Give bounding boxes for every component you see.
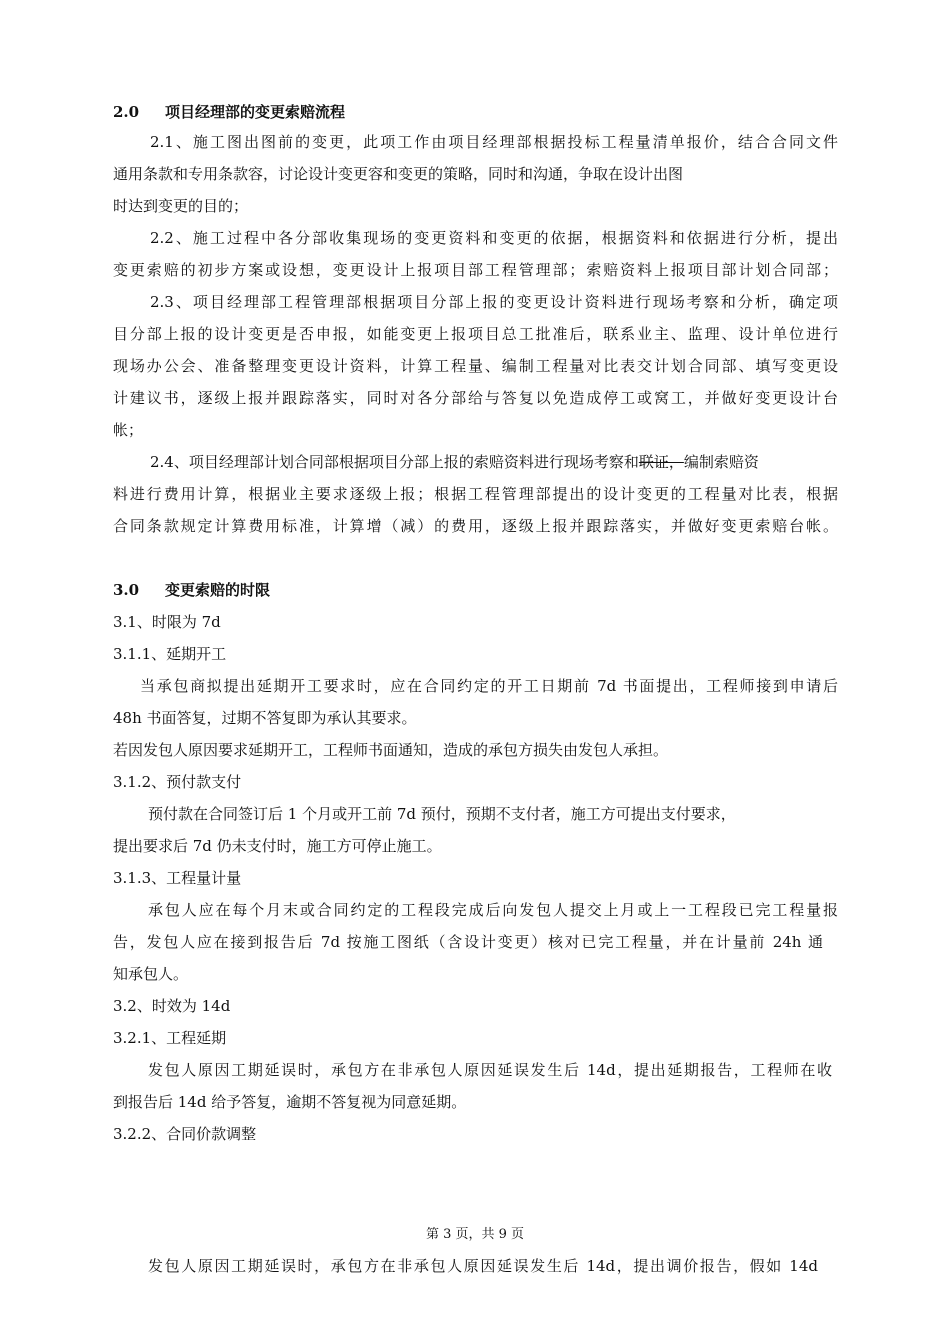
subsection-3-1-2: 3.1.2、预付款支付 (113, 773, 242, 791)
section-2-number: 2.0 (113, 103, 140, 121)
subsection-3-2: 3.2、时效为 14d (113, 997, 231, 1015)
para-2-3-line-5: 帐； (113, 421, 144, 439)
page-footer: 第 3 页，共 9 页 (425, 1227, 525, 1242)
para-2-3-line-2: 目分部上报的设计变更是否申报，如能变更上报项目总工批准后，联系业主、监理、设计单位进行 (113, 325, 838, 343)
para-2-1-line-2: 通用条款和专用条款容，讨论设计变更容和变更的策略，同时和沟通，争取在设计出图 (113, 165, 684, 183)
para-3-1-3-line-3: 知承包人。 (113, 965, 189, 983)
subsection-3-2-2: 3.2.2、合同价款调整 (113, 1125, 257, 1143)
para-2-3-line-1: 2.3、项目经理部工程管理部根据项目分部上报的变更设计资料进行现场考察和分析，确定项 (150, 293, 838, 311)
para-3-1-1-line-3: 若因发包人原因要求延期开工，工程师书面通知，造成的承包方损失由发包人承担。 (113, 741, 669, 759)
para-3-1-1-line-1: 当承包商拟提出延期开工要求时，应在合同约定的开工日期前 7d 书面提出，工程师接到申请后 (140, 677, 838, 695)
para-3-2-1-line-1: 发包人原因工期延误时，承包方在非承包人原因延误发生后 14d，提出延期报告，工程师在收 (148, 1061, 832, 1079)
section-3-number: 3.0 (113, 581, 140, 599)
para-2-2-line-1: 2.2、施工过程中各分部收集现场的变更资料和变更的依据，根据资料和依据进行分析，提出 (150, 229, 838, 247)
subsection-3-1-1: 3.1.1、延期开工 (113, 645, 227, 663)
section-3-title: 变更索赔的时限 (165, 581, 271, 599)
para-2-4-struck-text: 联证， (638, 453, 684, 471)
para-3-1-3-line-2: 告，发包人应在接到报告后 7d 按施工图纸（含设计变更）核对已完工程量，并在计量前 24h 通 (113, 933, 823, 951)
para-2-3-line-4: 计建议书，逐级上报并跟踪落实，同时对各分部给与答复以免造成停工或窝工，并做好变更设计台 (113, 389, 838, 407)
section-2-title: 项目经理部的变更索赔流程 (165, 103, 346, 121)
para-2-2-line-2: 变更索赔的初步方案或设想，变更设计上报项目部工程管理部；索赔资料上报项目部计划合同部； (113, 261, 838, 279)
subsection-3-1: 3.1、时限为 7d (113, 613, 221, 631)
para-3-1-2-line-2: 提出要求后 7d 仍未支付时，施工方可停止施工。 (113, 837, 442, 855)
para-2-4-line-1 (150, 452, 838, 472)
para-2-4-text-b: 编制索赔资 (683, 453, 759, 471)
para-3-1-1-line-2: 48h 书面答复，过期不答复即为承认其要求。 (113, 709, 417, 727)
para-2-4-line-2: 料进行费用计算，根据业主要求逐级上报；根据工程管理部提出的设计变更的工程量对比表，根据 (113, 485, 838, 503)
next-page-line-1: 发包人原因工期延误时，承包方在非承包人原因延误发生后 14d，提出调价报告，假如 14d (148, 1257, 818, 1275)
para-2-3-line-3: 现场办公会、准备整理变更设计资料，计算工程量、编制工程量对比表交计划合同部、填写变更设 (113, 357, 838, 375)
section-3-heading (113, 580, 838, 600)
para-3-2-1-line-2: 到报告后 14d 给予答复，逾期不答复视为同意延期。 (113, 1093, 467, 1111)
para-2-4-text-a: 2.4、项目经理部计划合同部根据项目分部上报的索赔资料进行现场考察和 (150, 453, 639, 471)
para-2-1-line-3: 时达到变更的目的； (113, 197, 249, 215)
section-2-heading (113, 102, 838, 122)
para-2-4-line-3: 合同条款规定计算费用标准，计算增（减）的费用，逐级上报并跟踪落实，并做好变更索赔台帐。 (113, 517, 838, 535)
subsection-3-2-1: 3.2.1、工程延期 (113, 1029, 227, 1047)
para-2-1-line-1: 2.1、施工图出图前的变更，此项工作由项目经理部根据投标工程量清单报价，结合合同文件 (150, 133, 838, 151)
para-3-1-3-line-1: 承包人应在每个月末或合同约定的工程段完成后向发包人提交上月或上一工程段已完工程量报 (148, 901, 838, 919)
subsection-3-1-3: 3.1.3、工程量计量 (113, 869, 242, 887)
para-3-1-2-line-1: 预付款在合同签订后 1 个月或开工前 7d 预付，预期不支付者，施工方可提出支付要求， (148, 805, 736, 823)
